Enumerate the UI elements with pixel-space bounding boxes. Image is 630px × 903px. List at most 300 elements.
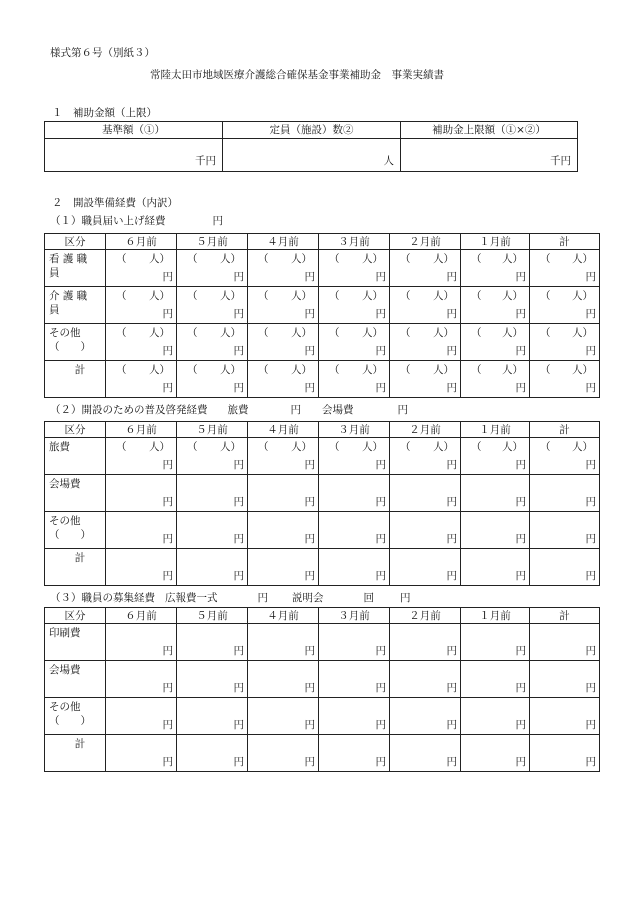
amount-cell[interactable]: [319, 250, 390, 287]
amount-cell[interactable]: [530, 661, 600, 698]
yen-unit: 円: [304, 645, 315, 657]
amount-cell-content: [319, 475, 389, 511]
person-count: [177, 289, 247, 303]
row-label-line2: 員: [49, 304, 60, 316]
amount-cell-content: [248, 735, 318, 771]
yen-unit: 円: [515, 570, 526, 582]
person-unit: 人）: [291, 364, 312, 376]
person-unit: 人）: [362, 364, 383, 376]
publicity-row: [45, 549, 600, 586]
amount-cell[interactable]: [248, 250, 319, 287]
amount-cell-content: [390, 735, 460, 771]
section1-heading: １ 補助金額（上限）: [52, 107, 157, 119]
amount-cell[interactable]: [248, 475, 319, 512]
yen-unit: 円: [515, 496, 526, 508]
amount-cell-content: [530, 361, 599, 397]
amount-cell-content: [106, 287, 176, 323]
amount-cell[interactable]: [106, 698, 177, 735]
column-header: 計: [530, 422, 600, 438]
row-label: [45, 624, 106, 661]
person-count: [461, 326, 529, 340]
amount-cell-content: [106, 549, 176, 585]
amount-cell[interactable]: [177, 624, 248, 661]
amount-cell[interactable]: [248, 624, 319, 661]
sub1-label: [50, 214, 223, 228]
person-unit: 人）: [362, 253, 383, 265]
amount-cell[interactable]: [461, 324, 530, 361]
amount-cell[interactable]: [390, 624, 461, 661]
yen-unit: 円: [304, 570, 315, 582]
yen-unit: 円: [446, 756, 457, 768]
open-paren: （: [471, 290, 482, 302]
amount-cell[interactable]: [177, 512, 248, 549]
amount-cell[interactable]: [530, 698, 600, 735]
amount-cell[interactable]: [106, 624, 177, 661]
amount-cell[interactable]: [461, 549, 530, 586]
yen-unit: 円: [304, 682, 315, 694]
amount-cell[interactable]: [390, 698, 461, 735]
yen-unit: 円: [375, 533, 386, 545]
publicity-row: [45, 475, 600, 512]
amount-cell[interactable]: [390, 661, 461, 698]
unit-label: 千円: [550, 155, 571, 167]
amount-cell[interactable]: [248, 512, 319, 549]
column-header: １月前: [461, 608, 530, 624]
person-unit: 人）: [220, 253, 241, 265]
amount-cell[interactable]: [319, 361, 390, 398]
amount-cell[interactable]: [390, 549, 461, 586]
row-label: [45, 361, 106, 398]
yen-unit: 円: [515, 308, 526, 320]
amount-cell[interactable]: [390, 250, 461, 287]
amount-cell-content: [461, 549, 529, 585]
row-label-line1: その他: [49, 701, 81, 713]
person-count: [390, 252, 460, 266]
limit-field[interactable]: [401, 139, 578, 172]
yen-unit: 円: [375, 308, 386, 320]
amount-cell[interactable]: [390, 735, 461, 772]
row-label-text: [45, 698, 105, 734]
amount-cell[interactable]: [530, 287, 600, 324]
row-label-line1: 計: [74, 364, 86, 376]
amount-cell-content: [177, 698, 247, 734]
amount-cell[interactable]: [390, 324, 461, 361]
column-header: １月前: [461, 234, 530, 250]
open-paren: （: [329, 253, 340, 265]
amount-cell-content: [248, 287, 318, 323]
amount-cell[interactable]: [319, 661, 390, 698]
amount-cell[interactable]: [461, 661, 530, 698]
amount-cell[interactable]: [106, 735, 177, 772]
row-label-text: [45, 624, 105, 660]
yen-unit: 円: [446, 645, 457, 657]
yen-unit: 円: [515, 682, 526, 694]
person-count: [319, 440, 389, 454]
person-unit: 人）: [572, 253, 593, 265]
open-paren: （: [258, 441, 269, 453]
amount-cell[interactable]: [530, 324, 600, 361]
amount-cell[interactable]: [461, 287, 530, 324]
staff-row: [45, 324, 600, 361]
amount-cell-content: [461, 324, 529, 360]
person-unit: 人）: [502, 253, 523, 265]
amount-cell[interactable]: [177, 698, 248, 735]
amount-cell-content: [390, 287, 460, 323]
amount-cell-content: [248, 250, 318, 286]
open-paren: （: [471, 253, 482, 265]
row-label-text: [45, 661, 105, 697]
amount-cell-content: [461, 475, 529, 511]
amount-cell-content: [106, 661, 176, 697]
yen-unit: 円: [233, 308, 244, 320]
yen-unit: 円: [375, 496, 386, 508]
amount-cell[interactable]: [319, 287, 390, 324]
amount-cell[interactable]: [530, 475, 600, 512]
yen-unit: 円: [446, 496, 457, 508]
amount-cell[interactable]: [530, 512, 600, 549]
amount-cell-content: [390, 624, 460, 660]
row-label-text: [45, 549, 105, 585]
amount-cell-content: [319, 287, 389, 323]
person-unit: 人）: [291, 253, 312, 265]
amount-cell[interactable]: [461, 250, 530, 287]
amount-cell-content: [106, 324, 176, 360]
row-label-text: [45, 735, 105, 771]
amount-cell-content: [390, 361, 460, 397]
row-label: [45, 549, 106, 586]
row-label-text: [45, 361, 105, 397]
amount-cell-content: [248, 438, 318, 474]
yen-unit: 円: [233, 719, 244, 731]
capacity-field[interactable]: [223, 139, 401, 172]
amount-cell[interactable]: [461, 698, 530, 735]
row-label-text: [45, 475, 105, 511]
amount-cell[interactable]: [106, 661, 177, 698]
amount-cell[interactable]: [248, 735, 319, 772]
amount-cell-content: [530, 735, 599, 771]
amount-cell-content: [177, 250, 247, 286]
unit-label: 千円: [195, 155, 216, 167]
amount-cell-content: [461, 661, 529, 697]
yen-unit: 円: [233, 459, 244, 471]
amount-cell[interactable]: [319, 624, 390, 661]
amount-cell[interactable]: [319, 698, 390, 735]
amount-cell-content: [319, 549, 389, 585]
yen-unit: 円: [446, 271, 457, 283]
amount-cell-content: [461, 361, 529, 397]
column-header: 区分: [45, 422, 106, 438]
amount-cell-content: [319, 361, 389, 397]
amount-cell[interactable]: [177, 735, 248, 772]
publicity-row: [45, 512, 600, 549]
column-header: ４月前: [248, 422, 319, 438]
yen-unit: 円: [515, 345, 526, 357]
amount-cell[interactable]: [106, 361, 177, 398]
yen-unit: 円: [446, 459, 457, 471]
amount-cell-content: [390, 324, 460, 360]
sub2-title: （２）開設のための普及啓発経費: [50, 404, 208, 416]
row-label-line1: 計: [74, 552, 86, 564]
person-count: [390, 440, 460, 454]
yen-unit: 円: [375, 459, 386, 471]
amount-cell-content: [530, 324, 599, 360]
column-header: ３月前: [319, 234, 390, 250]
amount-cell[interactable]: [390, 475, 461, 512]
open-paren: （: [258, 327, 269, 339]
header-row: [45, 608, 600, 624]
column-header: 計: [530, 234, 600, 250]
amount-cell[interactable]: [461, 735, 530, 772]
amount-cell[interactable]: [106, 250, 177, 287]
amount-cell[interactable]: [530, 549, 600, 586]
yen-unit: 円: [162, 719, 173, 731]
amount-cell[interactable]: [177, 438, 248, 475]
amount-cell-content: [248, 475, 318, 511]
amount-cell-content: [461, 512, 529, 548]
amount-cell[interactable]: [248, 661, 319, 698]
person-count: [248, 363, 318, 377]
person-unit: 人）: [149, 290, 170, 302]
open-paren: （: [116, 327, 127, 339]
row-label-line1: 会場費: [49, 478, 81, 490]
person-count: [530, 326, 599, 340]
sub2-travel: 旅費: [227, 404, 249, 416]
amount-cell-content: [530, 475, 599, 511]
amount-cell-content: [248, 624, 318, 660]
row-label-line1: 印刷費: [49, 627, 81, 639]
yen-unit: 円: [515, 756, 526, 768]
amount-cell[interactable]: [177, 287, 248, 324]
column-header: ３月前: [319, 422, 390, 438]
amount-cell[interactable]: [461, 361, 530, 398]
row-label-line1: 計: [74, 738, 86, 750]
amount-cell[interactable]: [177, 475, 248, 512]
row-label-line2: 員: [49, 267, 60, 279]
open-paren: （: [329, 290, 340, 302]
person-count: [530, 440, 599, 454]
amount-cell[interactable]: [390, 287, 461, 324]
amount-cell[interactable]: [319, 512, 390, 549]
section2-heading: ２ 開設準備経費（内訳）: [52, 197, 178, 209]
open-paren: （: [329, 327, 340, 339]
yen-unit: 円: [233, 645, 244, 657]
amount-cell[interactable]: [461, 438, 530, 475]
yen-unit: 円: [585, 756, 596, 768]
yen-unit: 円: [446, 533, 457, 545]
person-count: [390, 363, 460, 377]
amount-cell-content: [177, 438, 247, 474]
yen-unit: 円: [162, 271, 173, 283]
column-header: ６月前: [106, 422, 177, 438]
amount-cell[interactable]: [461, 624, 530, 661]
form-number: 様式第６号（別紙３）: [50, 47, 155, 59]
amount-cell-content: [177, 361, 247, 397]
person-unit: 人）: [362, 290, 383, 302]
person-count: [177, 326, 247, 340]
yen-unit: 円: [446, 308, 457, 320]
amount-cell[interactable]: [319, 438, 390, 475]
amount-cell-content: [106, 361, 176, 397]
open-paren: （: [540, 441, 551, 453]
person-unit: 人）: [502, 290, 523, 302]
person-count: [319, 326, 389, 340]
yen-unit: 円: [585, 682, 596, 694]
column-header: ５月前: [177, 608, 248, 624]
amount-cell-content: [177, 512, 247, 548]
open-paren: （: [258, 364, 269, 376]
person-count: [177, 363, 247, 377]
amount-cell-content: [177, 624, 247, 660]
yen-unit: 円: [304, 496, 315, 508]
column-header: １月前: [461, 422, 530, 438]
amount-cell[interactable]: [248, 361, 319, 398]
person-unit: 人）: [502, 327, 523, 339]
amount-cell[interactable]: [248, 698, 319, 735]
column-header: ２月前: [390, 608, 461, 624]
amount-cell[interactable]: [106, 287, 177, 324]
sub3-label: [50, 591, 411, 605]
yen-unit: 円: [233, 496, 244, 508]
amount-cell[interactable]: [390, 361, 461, 398]
person-unit: 人）: [291, 327, 312, 339]
amount-cell[interactable]: [106, 438, 177, 475]
sub3-briefing: 説明会: [292, 592, 324, 604]
open-paren: （: [116, 253, 127, 265]
base-amount-header: 基準額（①）: [45, 122, 223, 139]
sub1-title: （１）職員届い上げ経費: [50, 215, 166, 227]
yen-unit: 円: [375, 570, 386, 582]
amount-cell[interactable]: [530, 624, 600, 661]
amount-cell[interactable]: [319, 735, 390, 772]
amount-cell[interactable]: [248, 438, 319, 475]
amount-cell-content: [177, 287, 247, 323]
amount-cell[interactable]: [248, 324, 319, 361]
person-count: [248, 326, 318, 340]
column-header: 計: [530, 608, 600, 624]
person-unit: 人）: [502, 364, 523, 376]
column-header: ３月前: [319, 608, 390, 624]
amount-cell[interactable]: [319, 324, 390, 361]
person-count: [530, 289, 599, 303]
amount-cell[interactable]: [177, 549, 248, 586]
amount-cell[interactable]: [177, 661, 248, 698]
amount-cell[interactable]: [390, 438, 461, 475]
amount-cell-content: [390, 512, 460, 548]
amount-cell-content: [106, 698, 176, 734]
sub1-yen: 円: [212, 215, 223, 227]
amount-cell[interactable]: [177, 250, 248, 287]
yen-unit: 円: [304, 459, 315, 471]
amount-cell-content: [530, 549, 599, 585]
amount-cell[interactable]: [106, 549, 177, 586]
yen-unit: 円: [375, 345, 386, 357]
amount-cell[interactable]: [177, 361, 248, 398]
amount-cell-content: [461, 287, 529, 323]
amount-cell-content: [248, 361, 318, 397]
amount-cell[interactable]: [177, 324, 248, 361]
amount-cell[interactable]: [248, 287, 319, 324]
row-label: [45, 698, 106, 735]
amount-cell-content: [461, 624, 529, 660]
amount-cell[interactable]: [530, 250, 600, 287]
amount-cell-content: [177, 661, 247, 697]
amount-cell[interactable]: [390, 512, 461, 549]
amount-cell[interactable]: [530, 735, 600, 772]
sub3-yen2: 円: [400, 592, 411, 604]
person-count: [248, 440, 318, 454]
header-row: [45, 422, 600, 438]
person-unit: 人）: [149, 364, 170, 376]
person-count: [530, 363, 599, 377]
publicity-expense-table-grid: [44, 421, 600, 586]
row-label: [45, 324, 106, 361]
staff-expense-table-grid: [44, 233, 600, 398]
yen-unit: 円: [515, 645, 526, 657]
open-paren: （: [329, 441, 340, 453]
yen-unit: 円: [515, 719, 526, 731]
amount-cell-content: [248, 512, 318, 548]
amount-cell[interactable]: [106, 324, 177, 361]
open-paren: （: [187, 253, 198, 265]
row-label: [45, 512, 106, 549]
person-count: [106, 252, 176, 266]
subsidy-limit-table: [44, 121, 578, 172]
amount-cell-content: [248, 698, 318, 734]
amount-cell-content: [390, 549, 460, 585]
yen-unit: 円: [162, 345, 173, 357]
yen-unit: 円: [162, 533, 173, 545]
amount-cell[interactable]: [530, 438, 600, 475]
open-paren: （: [116, 364, 127, 376]
amount-cell-content: [248, 661, 318, 697]
amount-cell[interactable]: [461, 475, 530, 512]
person-count: [461, 440, 529, 454]
yen-unit: 円: [304, 271, 315, 283]
person-unit: 人）: [572, 441, 593, 453]
yen-unit: 円: [233, 682, 244, 694]
amount-cell-content: [177, 549, 247, 585]
amount-cell-content: [390, 698, 460, 734]
amount-cell[interactable]: [530, 361, 600, 398]
amount-cell-content: [248, 549, 318, 585]
amount-cell[interactable]: [106, 512, 177, 549]
yen-unit: 円: [446, 345, 457, 357]
amount-cell-content: [177, 475, 247, 511]
column-header: 区分: [45, 608, 106, 624]
yen-unit: 円: [304, 382, 315, 394]
amount-cell[interactable]: [106, 475, 177, 512]
row-label-line1: 会場費: [49, 664, 81, 676]
column-header: ４月前: [248, 234, 319, 250]
yen-unit: 円: [304, 533, 315, 545]
person-unit: 人）: [572, 327, 593, 339]
recruitment-row: [45, 661, 600, 698]
amount-cell[interactable]: [319, 549, 390, 586]
amount-cell[interactable]: [319, 475, 390, 512]
amount-cell[interactable]: [461, 512, 530, 549]
amount-cell[interactable]: [248, 549, 319, 586]
person-unit: 人）: [433, 441, 454, 453]
amount-cell-content: [530, 512, 599, 548]
yen-unit: 円: [515, 533, 526, 545]
sub3-times: 回: [363, 592, 374, 604]
amount-cell-content: [319, 324, 389, 360]
row-label: [45, 661, 106, 698]
base-amount-field[interactable]: [45, 139, 223, 172]
amount-cell-content: [530, 661, 599, 697]
recruitment-row: [45, 735, 600, 772]
yen-unit: 円: [233, 345, 244, 357]
